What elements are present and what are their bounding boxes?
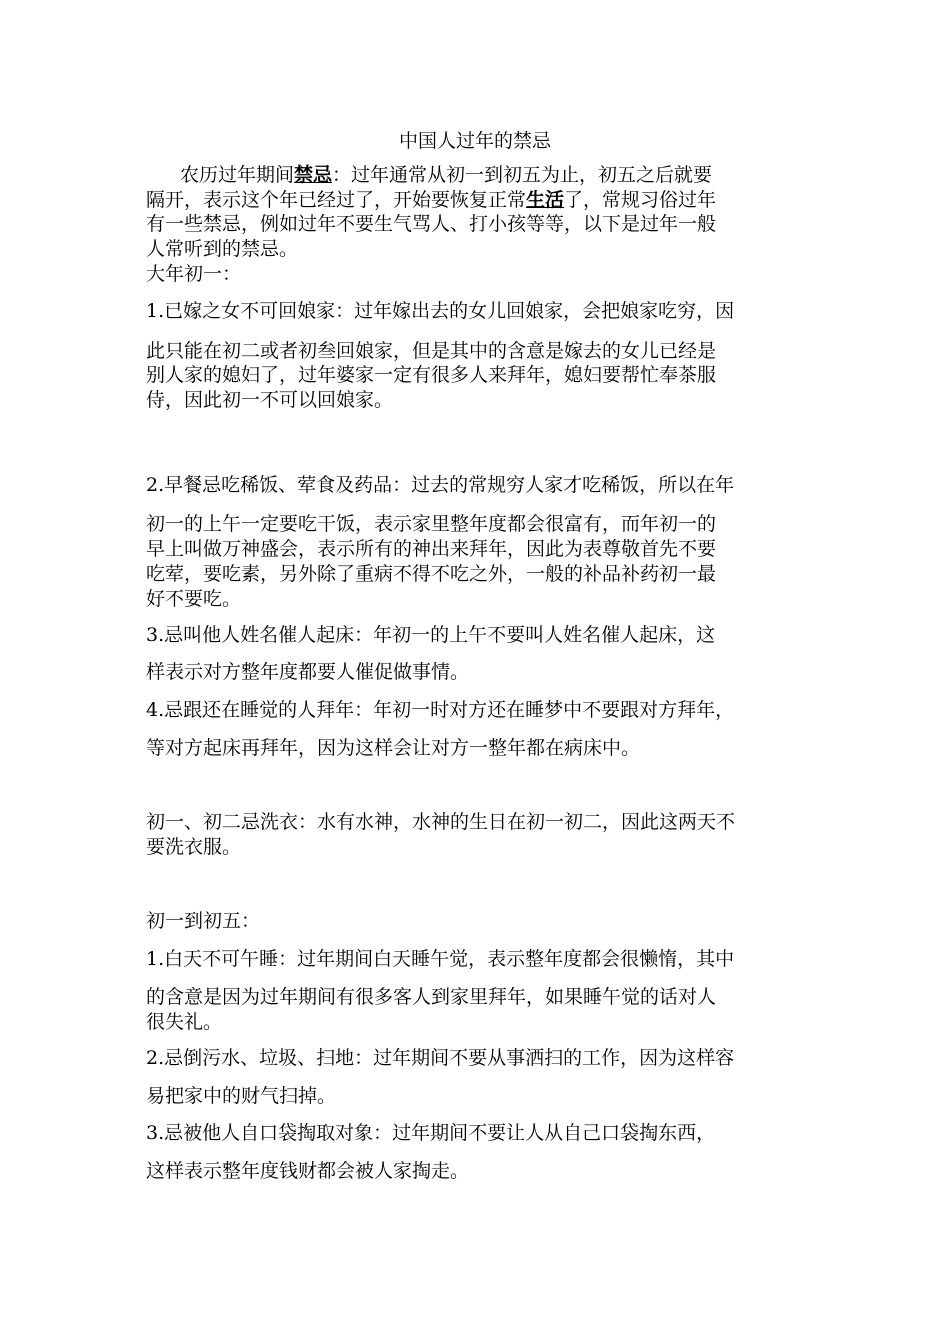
- intro-text: ：过年通常从初一到初五为止，初五之后就要: [332, 164, 713, 186]
- paragraph-line: 侍，因此初一不可以回娘家。: [146, 389, 394, 411]
- paragraph-line: 样表示对方整年度都要人催促做事情。: [146, 661, 470, 683]
- intro-line: [146, 188, 716, 212]
- paragraph-line: 吃荤，要吃素，另外除了重病不得不吃之外，一般的补品补药初一最: [146, 563, 717, 585]
- keyword-link[interactable]: 禁忌: [294, 164, 333, 186]
- intro-line: [180, 163, 712, 187]
- intro-line: 人常听到的禁忌。: [146, 238, 299, 260]
- paragraph-line: 此只能在初二或者初叁回娘家，但是其中的含意是嫁去的女儿已经是: [146, 340, 717, 362]
- paragraph-line: 2.忌倒污水、垃圾、扫地：过年期间不要从事洒扫的工作，因为这样容: [146, 1047, 735, 1069]
- paragraph-line: 别人家的媳妇了，过年婆家一定有很多人来拜年，媳妇要帮忙奉茶服: [146, 364, 717, 386]
- paragraph-line: 早上叫做万神盛会，表示所有的神出来拜年，因此为表尊敬首先不要: [146, 538, 717, 560]
- intro-text: 了，常规习俗过年: [564, 189, 717, 211]
- paragraph-line: 这样表示整年度钱财都会被人家掏走。: [146, 1160, 470, 1182]
- paragraph-line: 等对方起床再拜年，因为这样会让对方一整年都在病床中。: [146, 737, 641, 759]
- paragraph-line: 初一、初二忌洗衣：水有水神，水神的生日在初一初二，因此这两天不: [146, 811, 736, 833]
- paragraph-line: 1.白天不可午睡：过年期间白天睡午觉，表示整年度都会很懒惰，其中: [146, 948, 735, 970]
- section-heading: 大年初一：: [146, 263, 242, 285]
- intro-text: 隔开，表示这个年已经过了，开始要恢复正常: [146, 189, 527, 211]
- paragraph-line: 好不要吃。: [146, 588, 242, 610]
- paragraph-line: 1.已嫁之女不可回娘家：过年嫁出去的女儿回娘家，会把娘家吃穷，因: [146, 300, 735, 322]
- paragraph-line: 3.忌被他人自口袋掏取对象：过年期间不要让人从自己口袋掏东西，: [146, 1122, 716, 1144]
- paragraph-line: 3.忌叫他人姓名催人起床：年初一的上午不要叫人姓名催人起床，这: [146, 624, 716, 646]
- page-title: 中国人过年的禁忌: [398, 130, 551, 152]
- paragraph-line: 易把家中的财气扫掉。: [146, 1085, 337, 1107]
- intro-text: 农历过年期间: [180, 164, 295, 186]
- section-heading: 初一到初五：: [146, 910, 261, 932]
- paragraph-line: 要洗衣服。: [146, 836, 242, 858]
- intro-line: 有一些禁忌，例如过年不要生气骂人、打小孩等等，以下是过年一般: [146, 213, 717, 235]
- paragraph-line: 很失礼。: [146, 1011, 223, 1033]
- paragraph-line: 4.忌跟还在睡觉的人拜年：年初一时对方还在睡梦中不要跟对方拜年，: [146, 699, 735, 721]
- paragraph-line: 的含意是因为过年期间有很多客人到家里拜年，如果睡午觉的话对人: [146, 986, 717, 1008]
- paragraph-line: 2.早餐忌吃稀饭、荤食及药品：过去的常规穷人家才吃稀饭，所以在年: [146, 474, 735, 496]
- keyword-link[interactable]: 生活: [526, 189, 565, 211]
- paragraph-line: 初一的上午一定要吃干饭，表示家里整年度都会很富有，而年初一的: [146, 513, 717, 535]
